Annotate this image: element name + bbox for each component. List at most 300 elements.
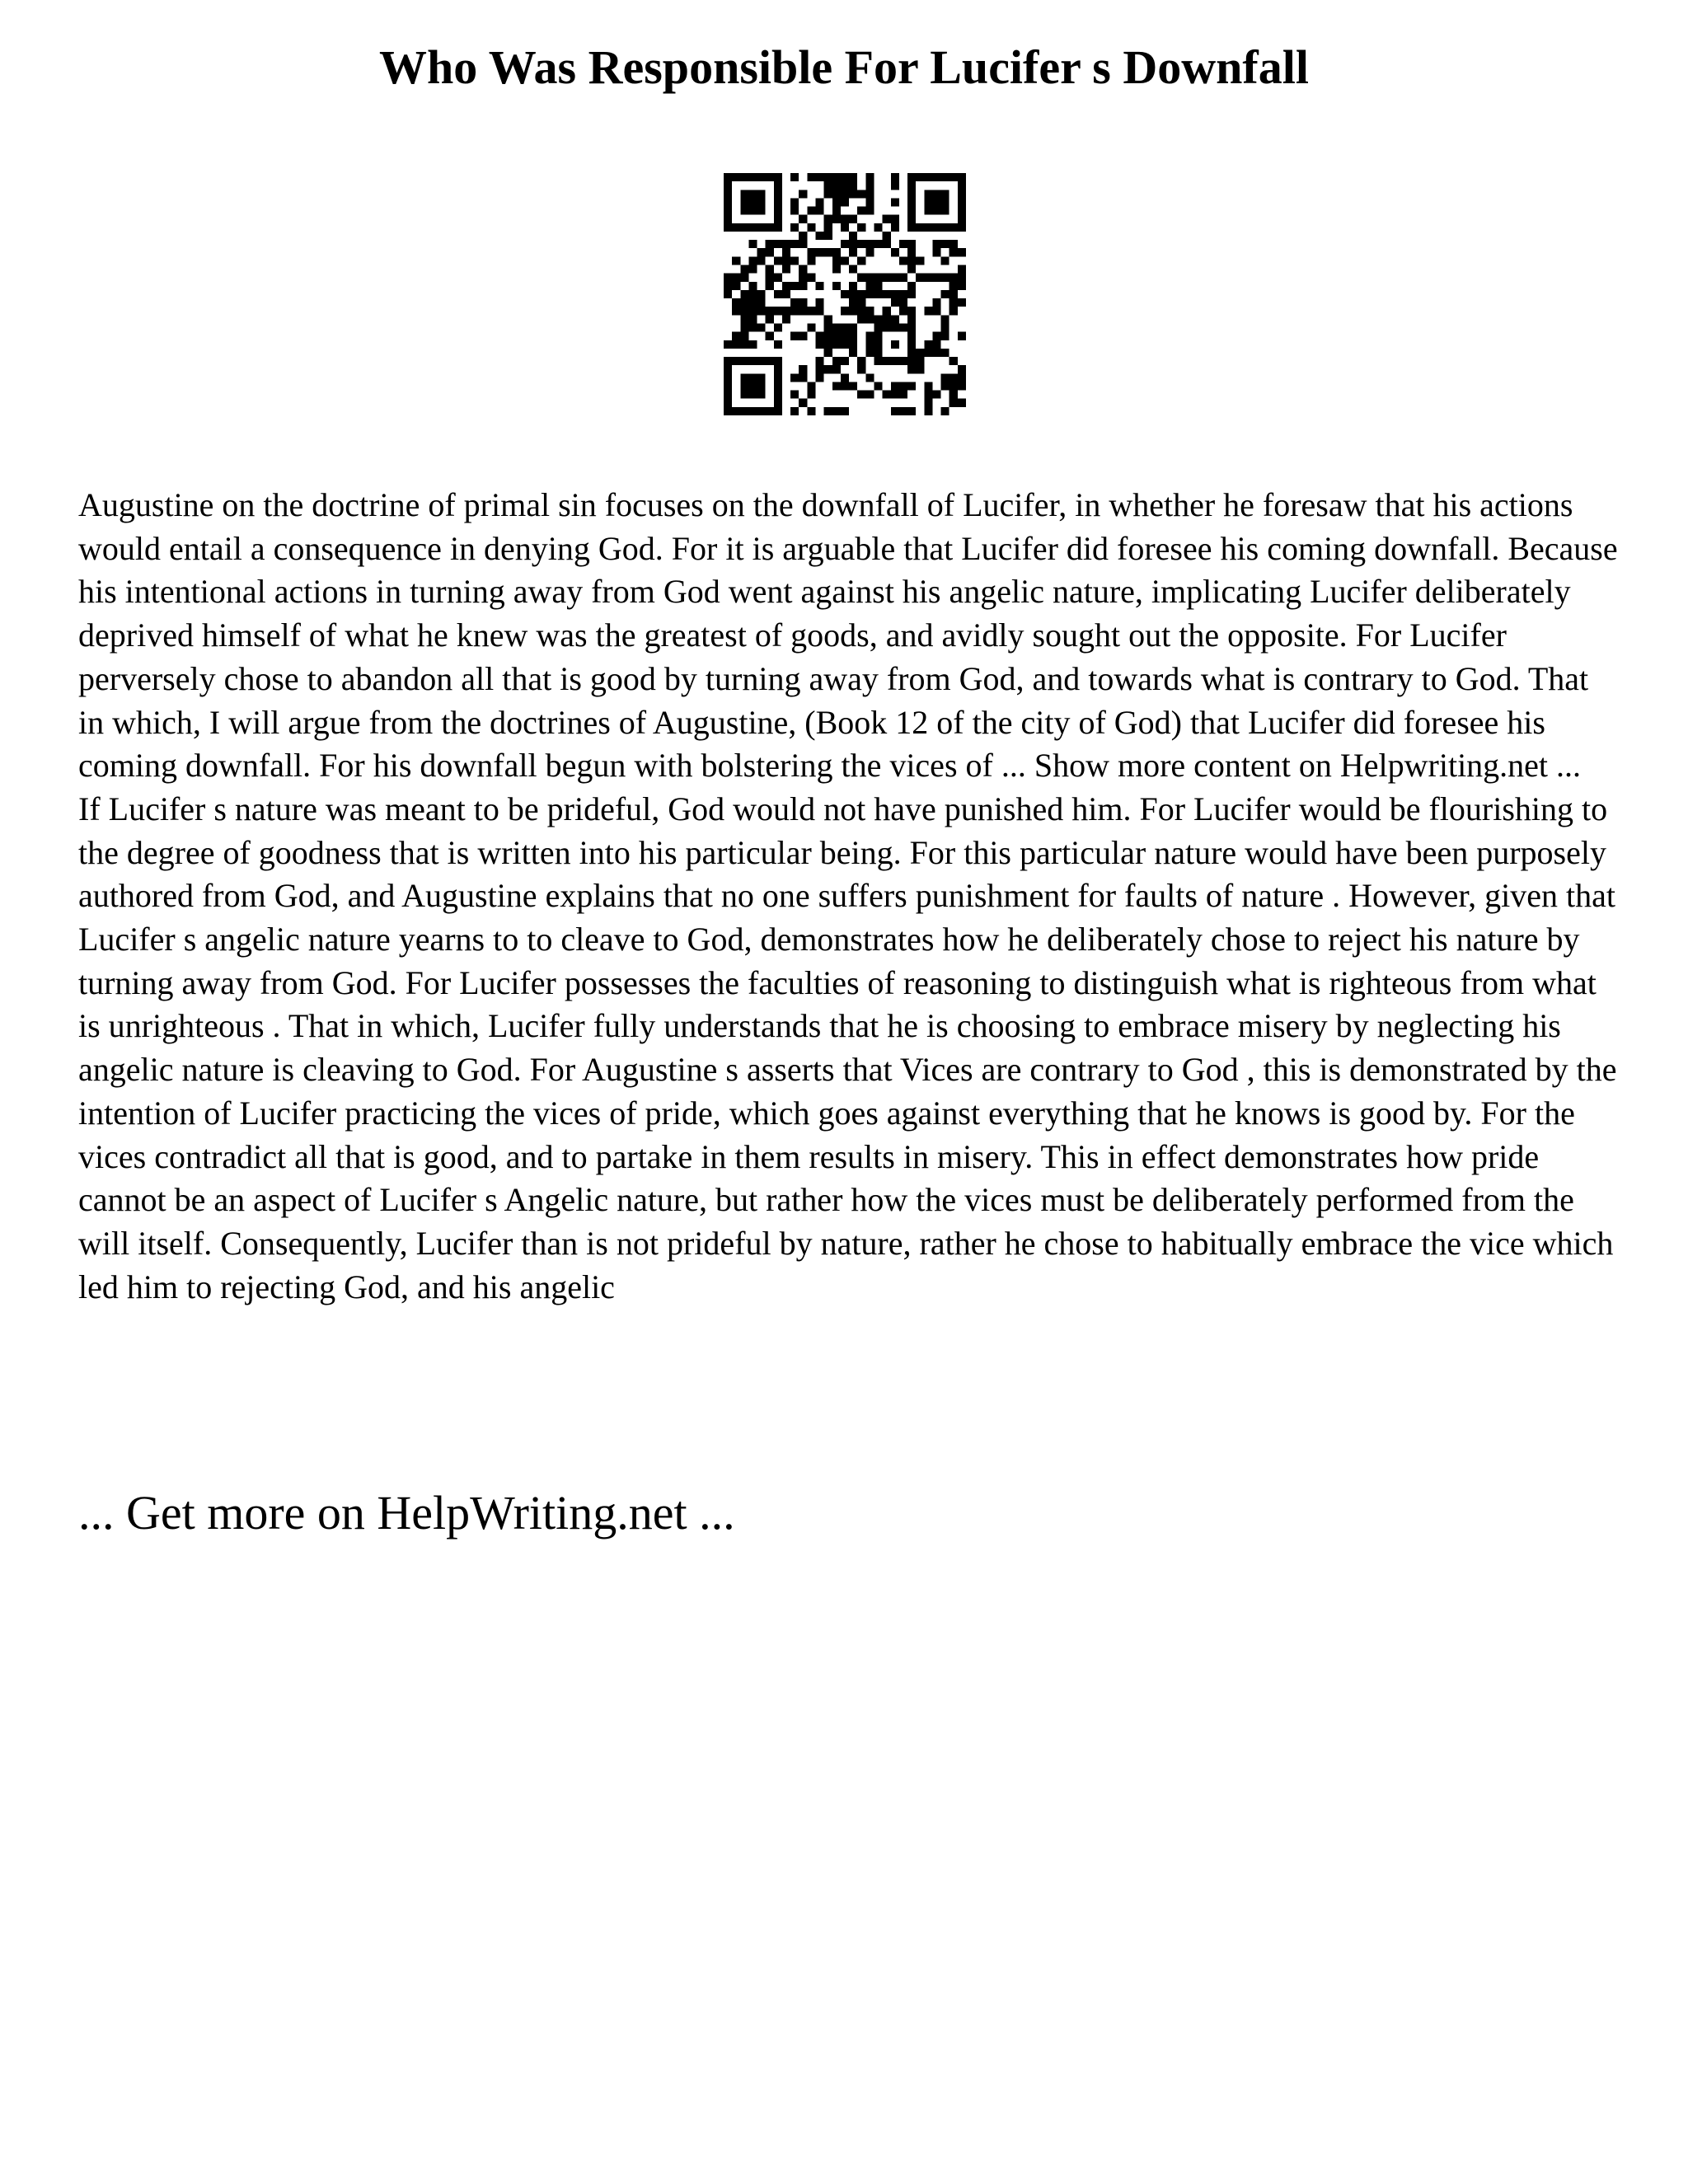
qr-module — [891, 315, 899, 323]
qr-module — [849, 298, 857, 307]
qr-module — [849, 340, 857, 349]
qr-module — [748, 290, 757, 298]
qr-module — [724, 391, 732, 399]
qr-module — [941, 349, 950, 357]
qr-module — [891, 290, 899, 298]
qr-module — [724, 365, 732, 373]
qr-module — [907, 307, 916, 315]
qr-module — [757, 190, 766, 198]
qr-module — [748, 198, 757, 206]
qr-module — [865, 315, 874, 323]
qr-module — [849, 190, 857, 198]
qr-module — [874, 240, 882, 248]
qr-module — [748, 240, 757, 248]
qr-module — [766, 223, 774, 232]
qr-module — [816, 365, 824, 373]
qr-module — [874, 315, 882, 323]
qr-module — [849, 181, 857, 190]
qr-module — [740, 265, 748, 274]
qr-module — [832, 282, 841, 290]
qr-module — [799, 215, 807, 223]
qr-module — [865, 207, 874, 215]
qr-module — [841, 323, 849, 331]
qr-module — [732, 274, 740, 282]
qr-module — [774, 365, 782, 373]
qr-module — [807, 256, 815, 265]
qr-module — [865, 340, 874, 349]
qr-module — [748, 223, 757, 232]
qr-module — [924, 190, 932, 198]
qr-module — [790, 256, 799, 265]
qr-module — [807, 248, 815, 256]
qr-module — [816, 332, 824, 340]
qr-module — [724, 181, 732, 190]
qr-module — [807, 207, 815, 215]
qr-module — [782, 290, 790, 298]
qr-module — [799, 307, 807, 315]
qr-module — [774, 223, 782, 232]
qr-module — [832, 323, 841, 331]
qr-module — [932, 240, 940, 248]
qr-module — [907, 340, 916, 349]
qr-module — [950, 307, 958, 315]
qr-module — [824, 190, 832, 198]
qr-module — [740, 307, 748, 315]
qr-module — [958, 298, 966, 307]
qr-module — [950, 382, 958, 390]
qr-module — [907, 198, 916, 206]
qr-module — [841, 332, 849, 340]
qr-module — [849, 240, 857, 248]
qr-module — [891, 323, 899, 331]
qr-module — [740, 207, 748, 215]
qr-module — [748, 357, 757, 365]
qr-module — [849, 332, 857, 340]
qr-module — [841, 373, 849, 382]
qr-module — [865, 198, 874, 206]
qr-module — [891, 382, 899, 390]
qr-module — [766, 274, 774, 282]
qr-module — [891, 407, 899, 415]
qr-module — [748, 323, 757, 331]
qr-module — [849, 349, 857, 357]
qr-module — [841, 173, 849, 181]
qr-module — [891, 248, 899, 256]
qr-module — [924, 340, 932, 349]
qr-module — [958, 207, 966, 215]
qr-module — [932, 173, 940, 181]
qr-module — [816, 373, 824, 382]
qr-module — [874, 349, 882, 357]
qr-module — [841, 382, 849, 390]
qr-module — [891, 298, 899, 307]
qr-module — [891, 223, 899, 232]
qr-module — [950, 298, 958, 307]
qr-module — [865, 282, 874, 290]
qr-module — [941, 332, 950, 340]
qr-module — [916, 173, 924, 181]
qr-module — [941, 223, 950, 232]
qr-module — [849, 307, 857, 315]
qr-module — [874, 323, 882, 331]
qr-module — [766, 307, 774, 315]
qr-module — [807, 173, 815, 181]
qr-module — [924, 407, 932, 415]
qr-module — [790, 373, 799, 382]
qr-module — [865, 240, 874, 248]
qr-module — [774, 215, 782, 223]
qr-module — [857, 365, 865, 373]
qr-module — [816, 357, 824, 365]
qr-module — [732, 298, 740, 307]
qr-module — [899, 391, 907, 399]
qr-module — [874, 382, 882, 390]
qr-module — [841, 190, 849, 198]
qr-module — [865, 190, 874, 198]
qr-module — [941, 274, 950, 282]
qr-module — [865, 248, 874, 256]
qr-module — [774, 357, 782, 365]
qr-module — [950, 399, 958, 407]
qr-module — [757, 323, 766, 331]
qr-module — [958, 190, 966, 198]
qr-module — [824, 365, 832, 373]
qr-module — [724, 340, 732, 349]
qr-module — [950, 391, 958, 399]
qr-module — [891, 173, 899, 181]
qr-module — [941, 323, 950, 331]
qr-module — [832, 181, 841, 190]
qr-module — [724, 274, 732, 282]
qr-module — [841, 340, 849, 349]
qr-module — [757, 173, 766, 181]
qr-module — [899, 274, 907, 282]
qr-module — [774, 290, 782, 298]
qr-module — [941, 290, 950, 298]
qr-module — [841, 198, 849, 206]
qr-module — [874, 332, 882, 340]
document-body — [78, 484, 1620, 1309]
qr-module — [832, 248, 841, 256]
qr-module — [774, 274, 782, 282]
qr-module — [857, 223, 865, 232]
qr-module — [932, 248, 940, 256]
qr-module — [782, 240, 790, 248]
qr-module — [857, 315, 865, 323]
qr-module — [774, 382, 782, 390]
qr-module — [950, 240, 958, 248]
qr-module — [883, 240, 891, 248]
qr-module — [907, 248, 916, 256]
qr-module — [932, 190, 940, 198]
qr-module — [950, 373, 958, 382]
qr-module — [916, 274, 924, 282]
get-more-link[interactable]: ... Get more on HelpWriting.net ... — [78, 1486, 735, 1540]
qr-module — [799, 240, 807, 248]
qr-module — [916, 349, 924, 357]
qr-module — [799, 332, 807, 340]
qr-module — [841, 290, 849, 298]
qr-module — [950, 274, 958, 282]
qr-module — [774, 307, 782, 315]
qr-module — [766, 282, 774, 290]
qr-module — [849, 215, 857, 223]
qr-module — [841, 407, 849, 415]
qr-module — [865, 332, 874, 340]
qr-module — [907, 207, 916, 215]
qr-module — [832, 198, 841, 206]
qr-module — [891, 198, 899, 206]
qr-module — [849, 265, 857, 274]
qr-module — [899, 298, 907, 307]
qr-module — [724, 207, 732, 215]
qr-module — [832, 382, 841, 390]
qr-module — [732, 407, 740, 415]
qr-module — [874, 282, 882, 290]
qr-module — [816, 298, 824, 307]
qr-module — [907, 357, 916, 365]
qr-module — [774, 407, 782, 415]
qr-module — [740, 223, 748, 232]
qr-module — [732, 282, 740, 290]
qr-module — [816, 232, 824, 240]
qr-module — [740, 340, 748, 349]
qr-module — [924, 391, 932, 399]
qr-module — [916, 223, 924, 232]
qr-module — [799, 282, 807, 290]
qr-module — [824, 173, 832, 181]
qr-module — [958, 332, 966, 340]
qr-module — [924, 223, 932, 232]
qr-module — [790, 207, 799, 215]
qr-module — [816, 248, 824, 256]
qr-module — [841, 307, 849, 315]
qr-module — [782, 315, 790, 323]
qr-module — [816, 207, 824, 215]
qr-module — [748, 298, 757, 307]
qr-module — [740, 315, 748, 323]
qr-module — [841, 256, 849, 265]
qr-module — [891, 274, 899, 282]
qr-module — [958, 265, 966, 274]
qr-module — [865, 391, 874, 399]
qr-module — [774, 323, 782, 331]
paragraph: Augustine on the doctrine of primal sin focuses on the downfall of Lucifer, in whether he foresaw that his actions would entail a consequence in denying God. For it is arguable that Lucifer did foresee his coming downfall. Because his intentional actions in turning away from God went against his angelic nature, implicating Lucifer deliberately deprived himself of what he knew was the greatest of goods, and avidly sought out the opposite. For Lucifer perversely chose to abandon all that is good by turning away from God, and towards what is contrary to God. That in which, I will argue from the doctrines of Augustine, (Book 12 of the city of God) that Lucifer did foresee his coming downfall. For his downfall begun with bolstering the vices of ... Show more content on Helpwriting.net ... — [78, 486, 1618, 785]
qr-module — [816, 307, 824, 315]
qr-module — [732, 357, 740, 365]
qr-module — [832, 190, 841, 198]
qr-module — [899, 407, 907, 415]
qr-module — [907, 265, 916, 274]
qr-module — [732, 307, 740, 315]
qr-module — [740, 407, 748, 415]
qr-module — [865, 173, 874, 181]
qr-module — [907, 173, 916, 181]
qr-module — [774, 373, 782, 382]
qr-module — [883, 274, 891, 282]
qr-module — [740, 332, 748, 340]
qr-module — [824, 332, 832, 340]
qr-module — [950, 290, 958, 298]
qr-module — [807, 382, 815, 390]
qr-module — [907, 407, 916, 415]
qr-module — [941, 240, 950, 248]
qr-module — [950, 173, 958, 181]
qr-module — [941, 256, 950, 265]
qr-module — [816, 198, 824, 206]
qr-module — [832, 265, 841, 274]
qr-module — [824, 181, 832, 190]
qr-module — [748, 407, 757, 415]
qr-module — [849, 173, 857, 181]
qr-module — [857, 207, 865, 215]
qr-module — [924, 349, 932, 357]
qr-module — [740, 357, 748, 365]
qr-module — [782, 307, 790, 315]
qr-module — [832, 173, 841, 181]
qr-module — [849, 282, 857, 290]
qr-module — [824, 248, 832, 256]
qr-module — [774, 399, 782, 407]
qr-module — [841, 181, 849, 190]
qr-module — [932, 332, 940, 340]
qr-module — [790, 223, 799, 232]
qr-module — [740, 173, 748, 181]
qr-module — [950, 282, 958, 290]
qr-module — [941, 315, 950, 323]
qr-module — [748, 307, 757, 315]
qr-module — [874, 357, 882, 365]
qr-module — [883, 232, 891, 240]
qr-module — [732, 173, 740, 181]
qr-module — [924, 307, 932, 315]
qr-module — [932, 198, 940, 206]
qr-module — [782, 282, 790, 290]
qr-module — [832, 256, 841, 265]
qr-module — [958, 215, 966, 223]
qr-module — [774, 340, 782, 349]
qr-module — [924, 207, 932, 215]
qr-module — [907, 282, 916, 290]
qr-module — [757, 382, 766, 390]
qr-module — [891, 357, 899, 365]
qr-module — [907, 315, 916, 323]
qr-module — [865, 373, 874, 382]
qr-module — [874, 340, 882, 349]
qr-module — [824, 315, 832, 323]
qr-module — [757, 407, 766, 415]
qr-module — [748, 391, 757, 399]
qr-module — [740, 198, 748, 206]
qr-module — [958, 173, 966, 181]
qr-module — [724, 357, 732, 365]
qr-module — [883, 290, 891, 298]
qr-module — [899, 323, 907, 331]
qr-module — [799, 399, 807, 407]
qr-module — [941, 198, 950, 206]
qr-module — [950, 357, 958, 365]
qr-module — [790, 173, 799, 181]
qr-module — [724, 407, 732, 415]
qr-module — [941, 382, 950, 390]
qr-module — [883, 391, 891, 399]
qr-module — [807, 307, 815, 315]
qr-module — [724, 290, 732, 298]
qr-module — [824, 407, 832, 415]
qr-module — [883, 357, 891, 365]
qr-module — [799, 265, 807, 274]
qr-module — [816, 173, 824, 181]
qr-module — [790, 282, 799, 290]
qr-module — [907, 382, 916, 390]
qr-module — [907, 349, 916, 357]
qr-module — [748, 282, 757, 290]
qr-module — [907, 323, 916, 331]
qr-module — [849, 323, 857, 331]
qr-module — [932, 298, 940, 307]
qr-module — [724, 215, 732, 223]
qr-module — [958, 274, 966, 282]
qr-module — [774, 190, 782, 198]
qr-module — [740, 373, 748, 382]
qr-module — [824, 215, 832, 223]
qr-module — [924, 173, 932, 181]
qr-module — [958, 248, 966, 256]
qr-module — [740, 290, 748, 298]
qr-module — [724, 382, 732, 390]
qr-module — [899, 240, 907, 248]
qr-module — [740, 298, 748, 307]
qr-module — [958, 399, 966, 407]
qr-module — [849, 232, 857, 240]
qr-module — [757, 248, 766, 256]
qr-module — [757, 198, 766, 206]
qr-module — [932, 340, 940, 349]
qr-module — [824, 323, 832, 331]
qr-module — [757, 307, 766, 315]
qr-module — [857, 190, 865, 198]
qr-module — [774, 198, 782, 206]
qr-module — [932, 274, 940, 282]
qr-module — [832, 207, 841, 215]
qr-module — [857, 256, 865, 265]
qr-module — [857, 357, 865, 365]
qr-module — [724, 282, 732, 290]
qr-module — [907, 332, 916, 340]
qr-module — [874, 223, 882, 232]
qr-module — [766, 240, 774, 248]
qr-module — [832, 357, 841, 365]
qr-module — [907, 240, 916, 248]
qr-module — [790, 332, 799, 340]
qr-module — [865, 349, 874, 357]
qr-module — [941, 373, 950, 382]
qr-module — [899, 357, 907, 365]
qr-module — [774, 181, 782, 190]
qr-module — [799, 190, 807, 198]
qr-module — [748, 265, 757, 274]
qr-module — [740, 190, 748, 198]
qr-module — [824, 232, 832, 240]
qr-module — [757, 256, 766, 265]
qr-module — [740, 274, 748, 282]
qr-module — [907, 190, 916, 198]
qr-module — [824, 223, 832, 232]
qr-code-icon — [724, 173, 966, 415]
qr-module — [849, 290, 857, 298]
qr-module — [748, 382, 757, 390]
qr-module — [807, 274, 815, 282]
